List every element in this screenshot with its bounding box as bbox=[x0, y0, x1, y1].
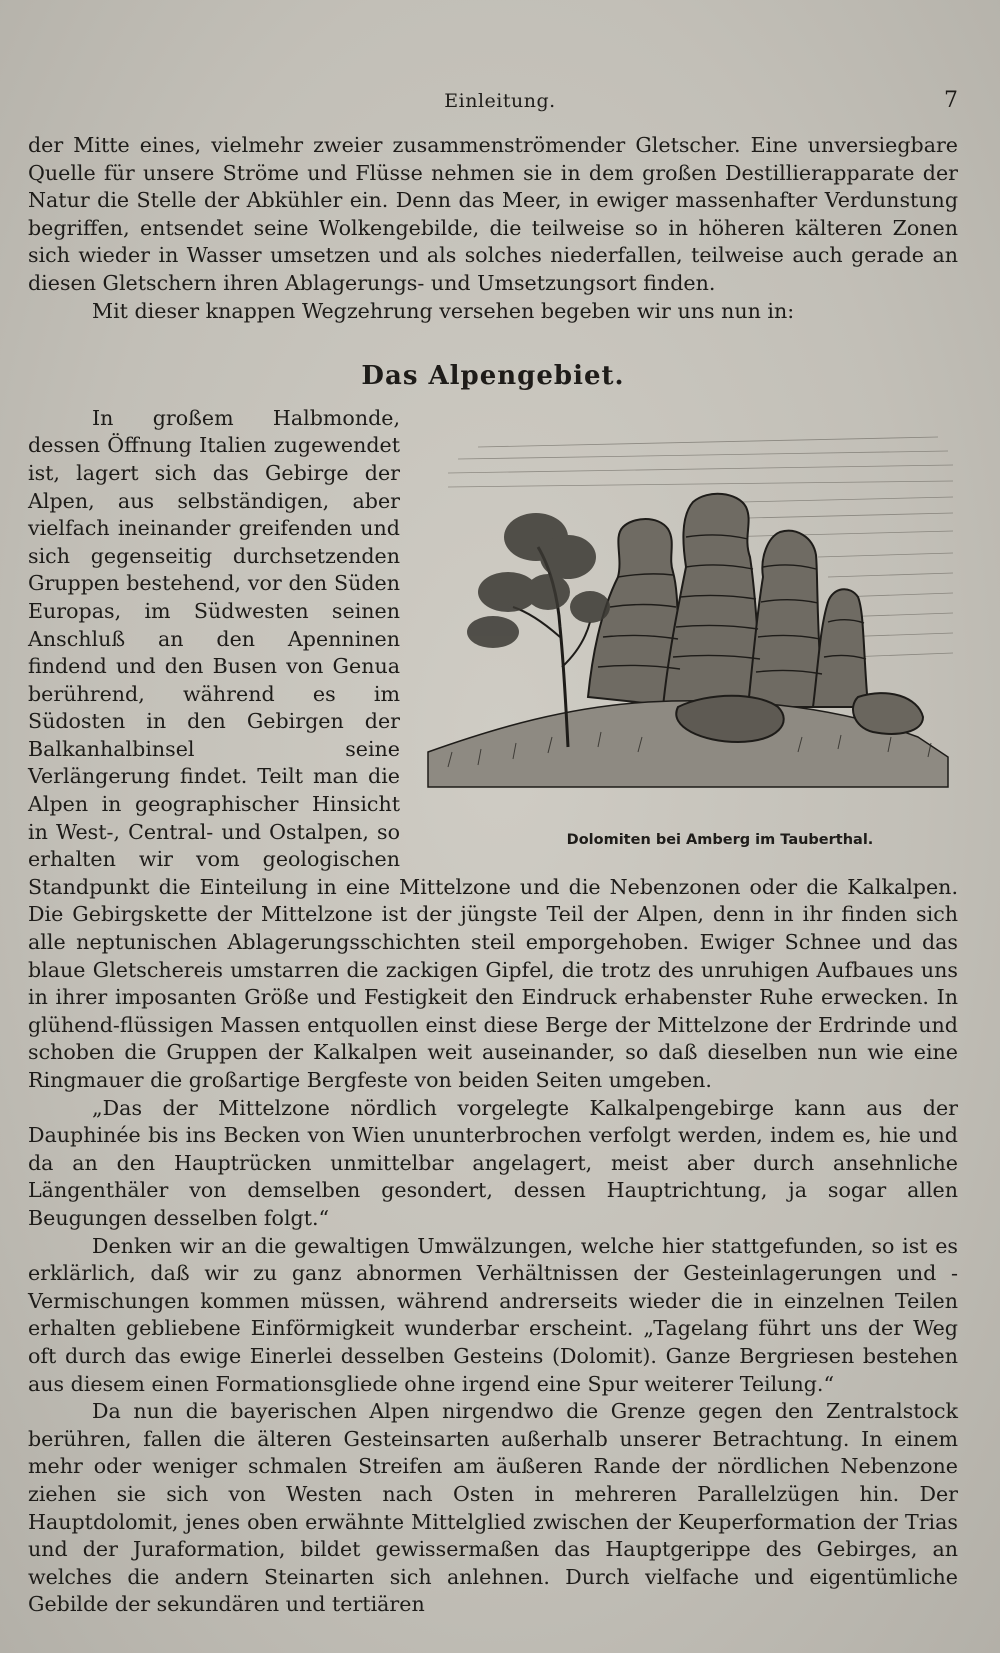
intro-paragraph-2: Mit dieser knappen Wegzehrung versehen begeben wir uns nun in: bbox=[92, 298, 795, 323]
running-head bbox=[0, 86, 1000, 116]
running-title: Einleitung. bbox=[444, 90, 556, 112]
illustration-figure bbox=[418, 407, 958, 861]
section-heading: Das Alpengebiet. bbox=[361, 361, 625, 392]
dolomite-rock-illustration bbox=[418, 407, 958, 827]
page-number: 7 bbox=[944, 88, 958, 113]
body-text bbox=[28, 132, 958, 1619]
figure-caption: Dolomiten bei Amberg im Tauberthal. bbox=[566, 831, 874, 848]
intro-paragraph-1: der Mitte eines, vielmehr zweier zusammenströmender Gletscher. Eine unversiegbare Quelle für unsere Ströme und Flüsse nehmen sie in dem großen Destillierapparate der Natur die Stelle der Abkühler ein. Denn das Meer, in ewiger massenhafter Verdunstung begriffen, entsendet seine Wolkengebilde, die teilweise so in höheren kälteren Zonen sich wieder in Wasser umsetzen und als solches niederfallen, teilweise auch gerade an diesen Gletschern ihren Ablagerungs- und Umsetzungsort finden. bbox=[28, 133, 958, 295]
section-paragraph-3: Denken wir an die gewaltigen Umwälzungen, welche hier stattgefunden, so ist es erklärlich, daß wir zu ganz abnormen Verhältnissen der Gesteinlagerungen und -Vermischungen kommen müssen, während andrerseits wieder die in einzelnen Teilen erhalten gebliebene Einförmigkeit wunderbar erscheint. „Tagelang führt uns der Weg oft durch das ewige Einerlei desselben Gesteins (Dolomit). Ganze Bergriesen bestehen aus diesem einen Formationsgliede ohne irgend eine Spur weiterer Teilung.“ bbox=[28, 1233, 958, 1396]
section-paragraph-1 bbox=[28, 405, 958, 1095]
section-paragraph-4: Da nun die bayerischen Alpen nirgendwo die Grenze gegen den Zentralstock berühren, fallen die älteren Gesteinsarten außerhalb unserer Betrachtung. In einem mehr oder weniger schmalen Streifen am äußeren Rande der nördlichen Nebenzone ziehen sie sich von Westen nach Osten in mehreren Parallelzügen hin. Der Hauptdolomit, jenes oben erwähnte Mittelglied zwischen der Keuperformation der Trias und der Juraformation, bildet gewissermaßen das Hauptgerippe des Gebirges, an welches die andern Steinarten sich anlehnen. Durch vielfache und eigentümliche Gebilde der sekundären und tertiären bbox=[28, 1399, 958, 1617]
section-paragraph-1-text: In großem Halbmonde, dessen Öffnung Italien zugewendet ist, lagert sich das Gebirge der Alpen, aus selbständigen, aber vielfach ineinander greifenden und sich gegenseitig durchsetzenden Gruppen bestehend, vor den Süden Europas, im Südwesten seinen Anschluß an den Apenninen findend und den Busen von Genua berührend, während es im Südosten in den Gebirgen der Balkanhalbinsel seine Verlängerung findet. Teilt man die Alpen in geographischer Hinsicht in West-, Central- und Ostalpen, so erhalten wir vom geologischen Standpunkt die Einteilung in eine Mittelzone und die Nebenzonen oder die Kalkalpen. Die Gebirgskette der Mittelzone ist der jüngste Teil der Alpen, denn in ihr finden sich alle neptunischen Ablagerungsschichten steil emporgehoben. Ewiger Schnee und das blaue Gletschereis umstarren die zackigen Gipfel, die trotz des unruhigen Aufbaues uns in ihrer imposanten Größe und Festigkeit den Eindruck erhabenster Ruhe erwecken. In glühend-flüssigen Massen entquollen einst diese Berge der Mittelzone der Erdrinde und schoben die Gruppen der Kalkalpen weit auseinander, so daß dieselben nun wie eine Ringmauer die großartige Bergfeste von beiden Seiten umgeben. bbox=[28, 405, 958, 1092]
section-paragraph-2: „Das der Mittelzone nördlich vorgelegte Kalkalpengebirge kann aus der Dauphinée bis ins Becken von Wien ununterbrochen verfolgt werden, indem es, hie und da an den Hauptrücken unmittelbar angelagert, meist aber durch ansehnliche Längenthäler von demselben gesondert, dessen Hauptrichtung, ja sogar allen Beugungen desselben folgt.“ bbox=[28, 1095, 958, 1230]
